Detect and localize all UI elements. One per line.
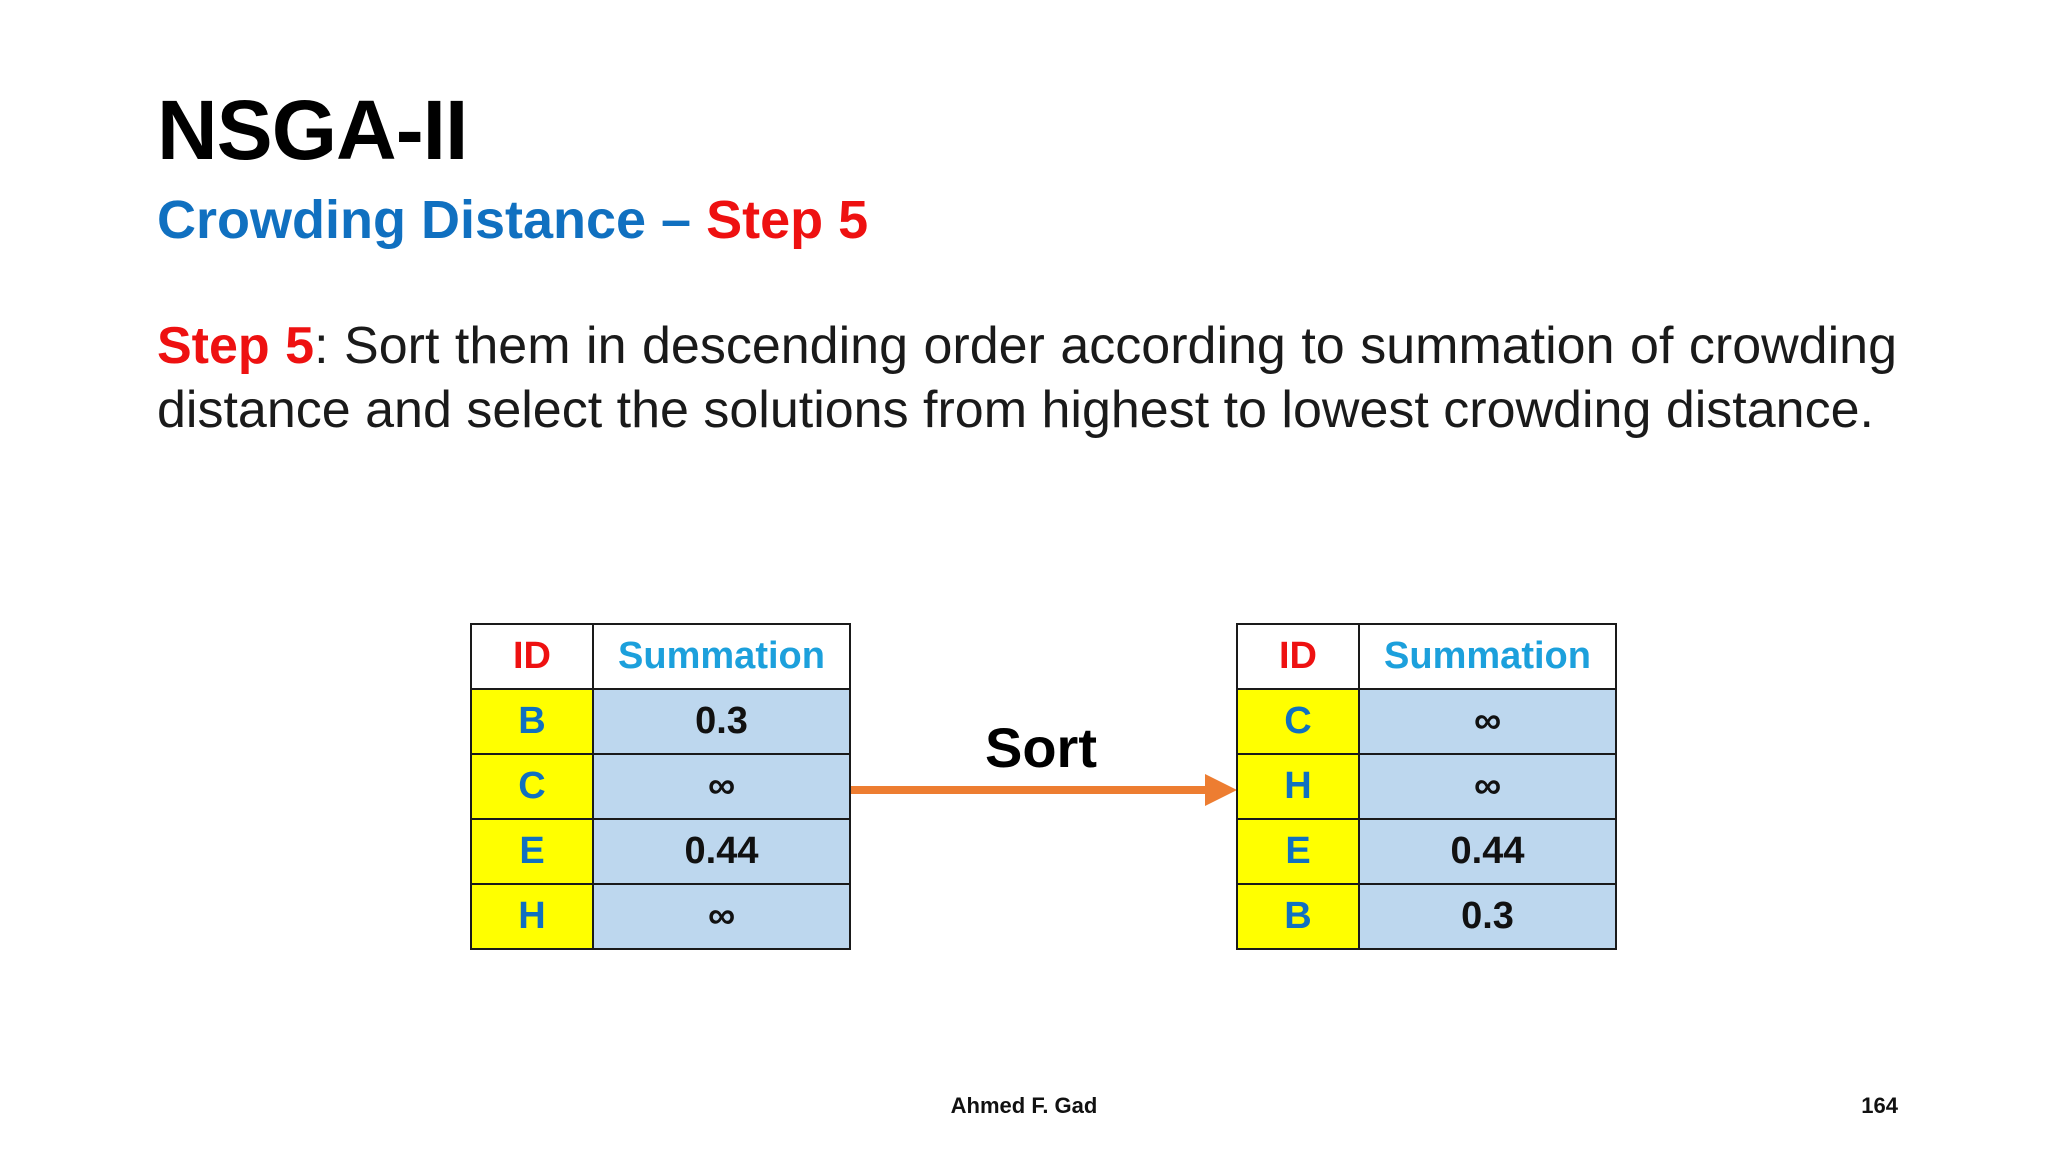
sort-arrow-icon [851,772,1239,808]
id-cell: C [471,754,593,819]
table-row [471,754,850,819]
step-description [157,314,1897,442]
table-row [1237,884,1616,949]
table-row [1237,819,1616,884]
sorted-table [1236,623,1617,950]
id-header: ID [1237,624,1359,689]
id-cell: C [1237,689,1359,754]
page-number: 164 [1861,1093,1898,1118]
id-cell: E [1237,819,1359,884]
table-header-row [471,624,850,689]
summation-cell: 0.3 [1359,884,1616,949]
slide-subtitle [157,190,869,250]
summation-cell: ∞ [593,754,850,819]
id-cell: H [471,884,593,949]
id-cell: H [1237,754,1359,819]
table-header-row [1237,624,1616,689]
step-label: Step 5 [157,317,315,375]
summation-header: Summation [1359,624,1616,689]
table-row [1237,754,1616,819]
id-cell: E [471,819,593,884]
table-row [471,884,850,949]
id-cell: B [1237,884,1359,949]
subtitle-topic: Crowding Distance – [157,190,707,250]
summation-cell: 0.3 [593,689,850,754]
subtitle-step: Step 5 [706,190,869,250]
summation-header: Summation [593,624,850,689]
table-row [471,689,850,754]
summation-cell: 0.44 [1359,819,1616,884]
sort-label: Sort [985,716,1097,779]
unsorted-table [470,623,851,950]
summation-cell: 0.44 [593,819,850,884]
summation-cell: ∞ [1359,689,1616,754]
id-cell: B [471,689,593,754]
arrow-head [1205,774,1237,806]
id-header: ID [471,624,593,689]
table-row [471,819,850,884]
step-text: : Sort them in descending order according to summation of crowding distance and select the solutions from highest to lowest crowding distance. [157,317,1897,439]
summation-cell: ∞ [593,884,850,949]
footer-author: Ahmed F. Gad [950,1093,1098,1118]
summation-cell: ∞ [1359,754,1616,819]
table-row [1237,689,1616,754]
slide-title: NSGA-II [157,83,468,177]
